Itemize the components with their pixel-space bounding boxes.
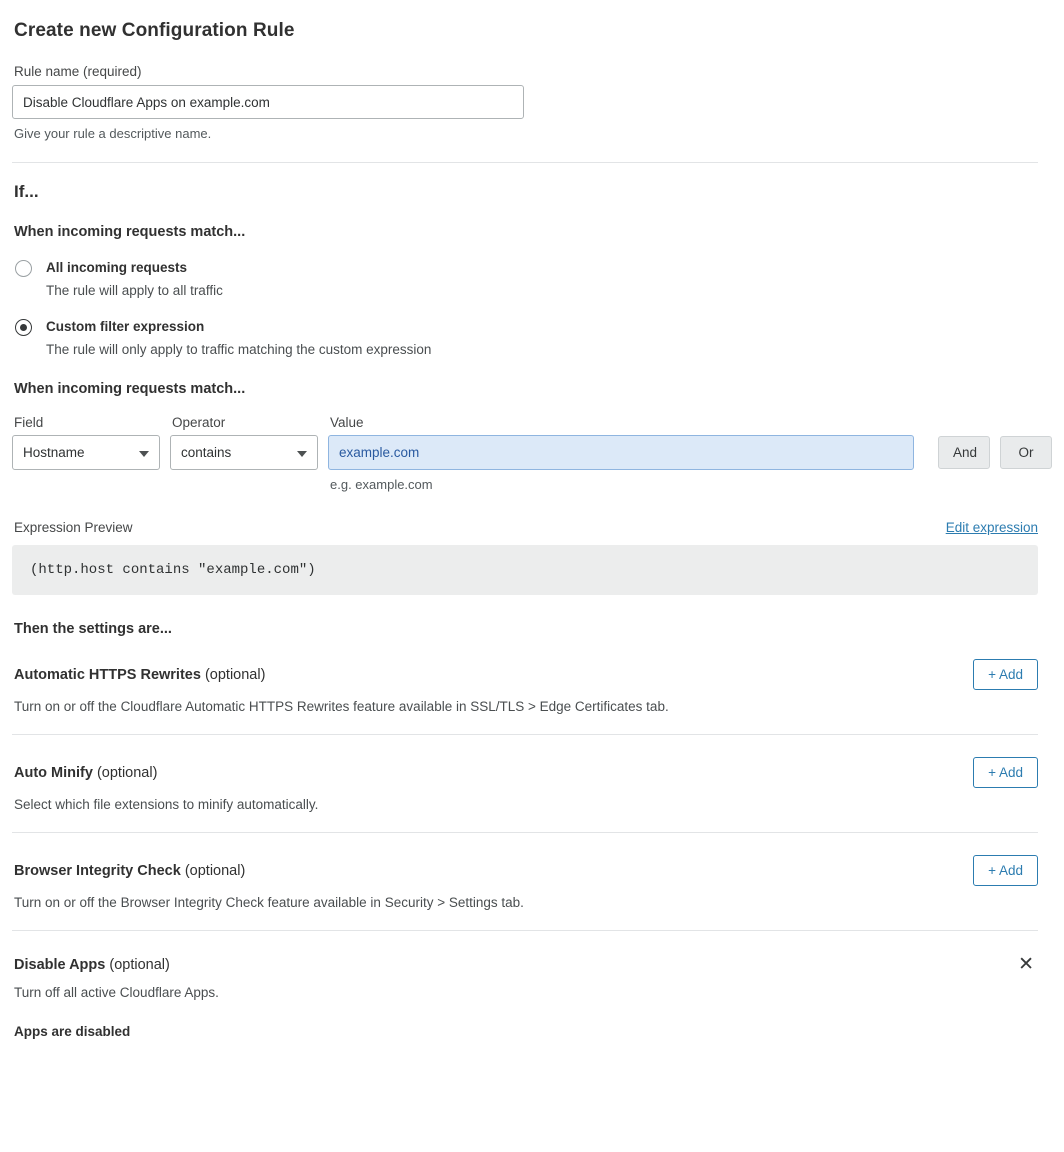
radio-all-incoming-requests-label: All incoming requests xyxy=(46,260,188,275)
setting-automatic-https-rewrites-name: Automatic HTTPS Rewrites xyxy=(14,666,201,683)
setting-auto-minify-desc: Select which file extensions to minify automatically. xyxy=(14,797,319,813)
expression-preview-code: (http.host contains "example.com") xyxy=(12,545,1038,595)
rule-name-input[interactable] xyxy=(12,85,524,119)
or-button[interactable]: Or xyxy=(1000,436,1052,469)
builder-heading: When incoming requests match... xyxy=(14,381,246,398)
rule-name-label: Rule name (required) xyxy=(14,64,142,79)
field-column xyxy=(12,415,160,470)
value-column xyxy=(328,415,914,492)
setting-disable-apps-desc: Turn off all active Cloudflare Apps. xyxy=(14,985,219,1001)
setting-automatic-https-rewrites xyxy=(12,637,1038,734)
close-icon[interactable]: ✕ xyxy=(1014,953,1038,976)
setting-disable-apps-name: Disable Apps xyxy=(14,956,106,973)
setting-auto-minify-optional: (optional) xyxy=(96,764,158,781)
expression-preview-label: Expression Preview xyxy=(14,520,133,536)
setting-disable-apps xyxy=(12,930,1038,1059)
radio-custom-filter-expression[interactable] xyxy=(12,317,1038,359)
operator-column xyxy=(170,415,318,470)
field-select[interactable] xyxy=(12,435,160,470)
chevron-down-icon xyxy=(139,451,149,457)
setting-browser-integrity-check-optional: (optional) xyxy=(184,862,246,879)
page-title: Create new Configuration Rule xyxy=(14,20,295,41)
radio-all-incoming-requests-desc: The rule will apply to all traffic xyxy=(46,282,223,298)
expression-builder-row xyxy=(12,415,1038,492)
chevron-down-icon xyxy=(297,451,307,457)
rule-name-help: Give your rule a descriptive name. xyxy=(14,126,212,141)
operator-select-value: contains xyxy=(181,445,232,461)
expression-preview-header xyxy=(12,520,1038,535)
divider-top xyxy=(12,162,1038,163)
operator-label: Operator xyxy=(172,415,226,431)
setting-auto-minify-name: Auto Minify xyxy=(14,764,93,781)
add-browser-integrity-check-button[interactable]: + Add xyxy=(973,855,1038,886)
edit-expression-link[interactable]: Edit expression xyxy=(945,520,1038,536)
if-section-title: If... xyxy=(14,182,39,201)
setting-auto-minify xyxy=(12,734,1038,832)
then-section-title: Then the settings are... xyxy=(14,621,172,638)
setting-automatic-https-rewrites-optional: (optional) xyxy=(204,666,266,683)
operator-select[interactable] xyxy=(170,435,318,470)
field-select-value: Hostname xyxy=(23,445,85,461)
radio-icon[interactable] xyxy=(15,260,32,277)
radio-custom-filter-expression-desc: The rule will only apply to traffic matching the custom expression xyxy=(46,341,432,357)
disable-apps-status: Apps are disabled xyxy=(14,1024,131,1040)
setting-browser-integrity-check-desc: Turn on or off the Browser Integrity Check feature available in Security > Settings tab. xyxy=(14,895,524,911)
radio-all-incoming-requests[interactable] xyxy=(12,258,1038,300)
add-auto-minify-button[interactable]: + Add xyxy=(973,757,1038,788)
and-button[interactable]: And xyxy=(938,436,990,469)
field-label: Field xyxy=(14,415,44,431)
radio-custom-filter-expression-label: Custom filter expression xyxy=(46,319,205,335)
setting-disable-apps-optional: (optional) xyxy=(109,956,170,973)
setting-automatic-https-rewrites-desc: Turn on or off the Cloudflare Automatic HTTPS Rewrites feature available in SSL/TLS > Edge Certificates tab. xyxy=(14,699,669,715)
setting-browser-integrity-check-name: Browser Integrity Check xyxy=(14,862,181,879)
value-label: Value xyxy=(330,415,364,431)
add-automatic-https-rewrites-button[interactable]: + Add xyxy=(973,659,1038,690)
match-type-radio-group xyxy=(12,258,1038,359)
value-hint: e.g. example.com xyxy=(330,477,433,493)
setting-browser-integrity-check xyxy=(12,832,1038,930)
radio-icon-selected[interactable] xyxy=(15,319,32,336)
match-heading: When incoming requests match... xyxy=(14,224,246,240)
value-input[interactable] xyxy=(328,435,914,470)
